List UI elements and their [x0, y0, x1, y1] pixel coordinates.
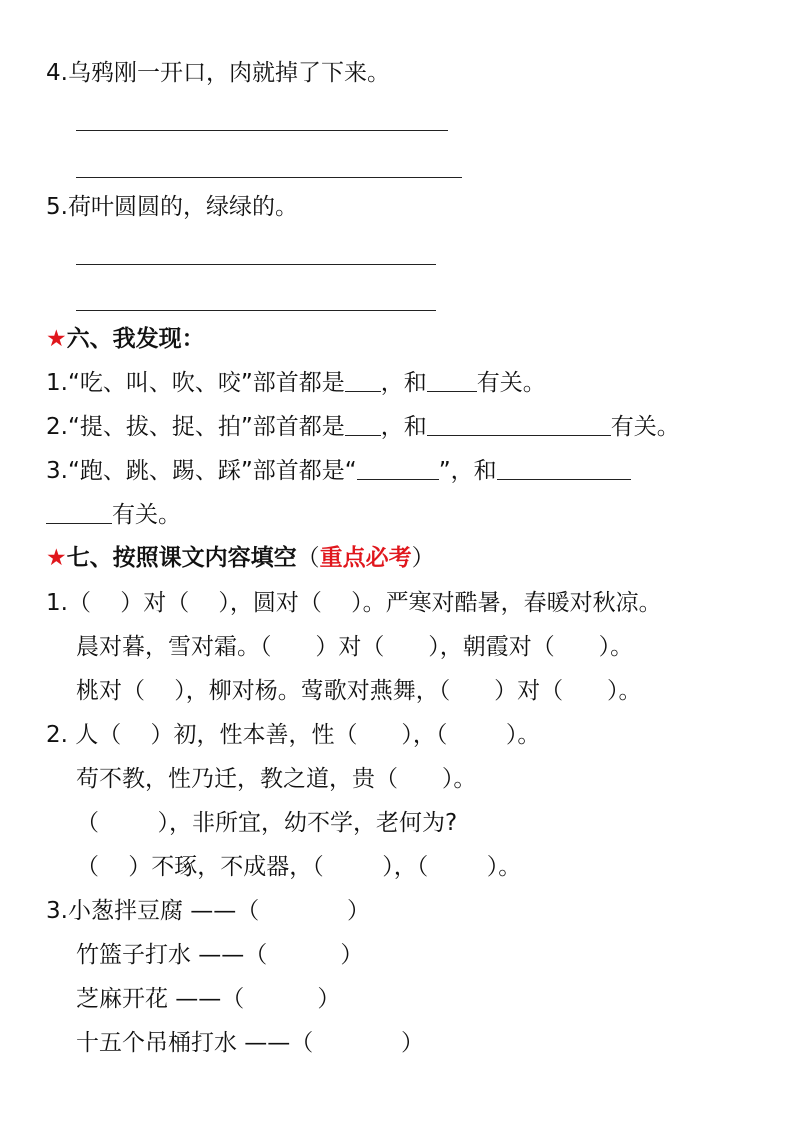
section-7-heading: ★七、按照课文内容填空（重点必考）: [46, 545, 435, 571]
question-5: 5.荷叶圆圆的，绿绿的。: [46, 194, 298, 220]
question-4: 4.乌鸦刚一开口，肉就掉了下来。: [46, 60, 390, 86]
blank[interactable]: [497, 457, 631, 480]
section-7-line-6: （ ），非所宜，幼不学，老何为?: [76, 810, 458, 836]
section-6-title: 六、我发现：: [66, 326, 205, 352]
section-7-line-9: 竹篮子打水 ——（ ）: [76, 942, 364, 968]
section-7-line-11: 十五个吊桶打水 ——（ ）: [76, 1030, 425, 1056]
section-6-heading: [46, 324, 205, 354]
section-7-line-8: 3.小葱拌豆腐 ——（ ）: [46, 898, 370, 924]
section-7-line-10: 芝麻开花 ——（ ）: [76, 986, 341, 1012]
star-icon: ★: [46, 545, 67, 571]
section-7-line-1: 1.（ ）对（ ），圆对（ ）。严寒对酷暑，春暖对秋凉。: [46, 590, 662, 616]
section-7-line-2: 晨对暮，雪对霜。（ ）对（ ），朝霞对（ ）。: [76, 634, 634, 660]
blank[interactable]: [345, 369, 381, 392]
section-6-item-2: 2.“提、拔、捉、拍”部首都是 ，和 有关。: [46, 414, 680, 440]
blank[interactable]: [427, 413, 611, 436]
key-note: 重点必考: [319, 545, 412, 571]
blank[interactable]: [46, 501, 112, 524]
blank[interactable]: [345, 413, 381, 436]
section-7-line-7: （ ）不琢，不成器，（ ），（ ）。: [76, 854, 522, 880]
blank[interactable]: [357, 457, 439, 480]
section-6-item-1: 1.“吃、叫、吹、咬”部首都是 ，和 有关。: [46, 370, 546, 396]
star-icon: ★: [46, 326, 67, 352]
section-7-line-4: 2. 人（ ）初，性本善，性（ ），（ ）。: [46, 722, 541, 748]
section-7-title: 七、按照课文内容填空: [66, 545, 297, 571]
answer-line-5a[interactable]: [76, 264, 436, 265]
section-6-item-3-cont: 有关。: [46, 500, 181, 530]
section-7-line-5: 苟不教，性乃迁，教之道，贵（ ）。: [76, 766, 477, 792]
answer-line-5b[interactable]: [76, 310, 436, 311]
section-7-line-3: 桃对（ ），柳对杨。莺歌对燕舞，（ ）对（ ）。: [76, 678, 642, 704]
blank[interactable]: [427, 369, 477, 392]
answer-line-4a[interactable]: [76, 130, 448, 131]
section-6-item-3: 3.“跑、跳、踢、踩”部首都是“ ”，和: [46, 456, 631, 486]
answer-line-4b[interactable]: [76, 177, 462, 178]
